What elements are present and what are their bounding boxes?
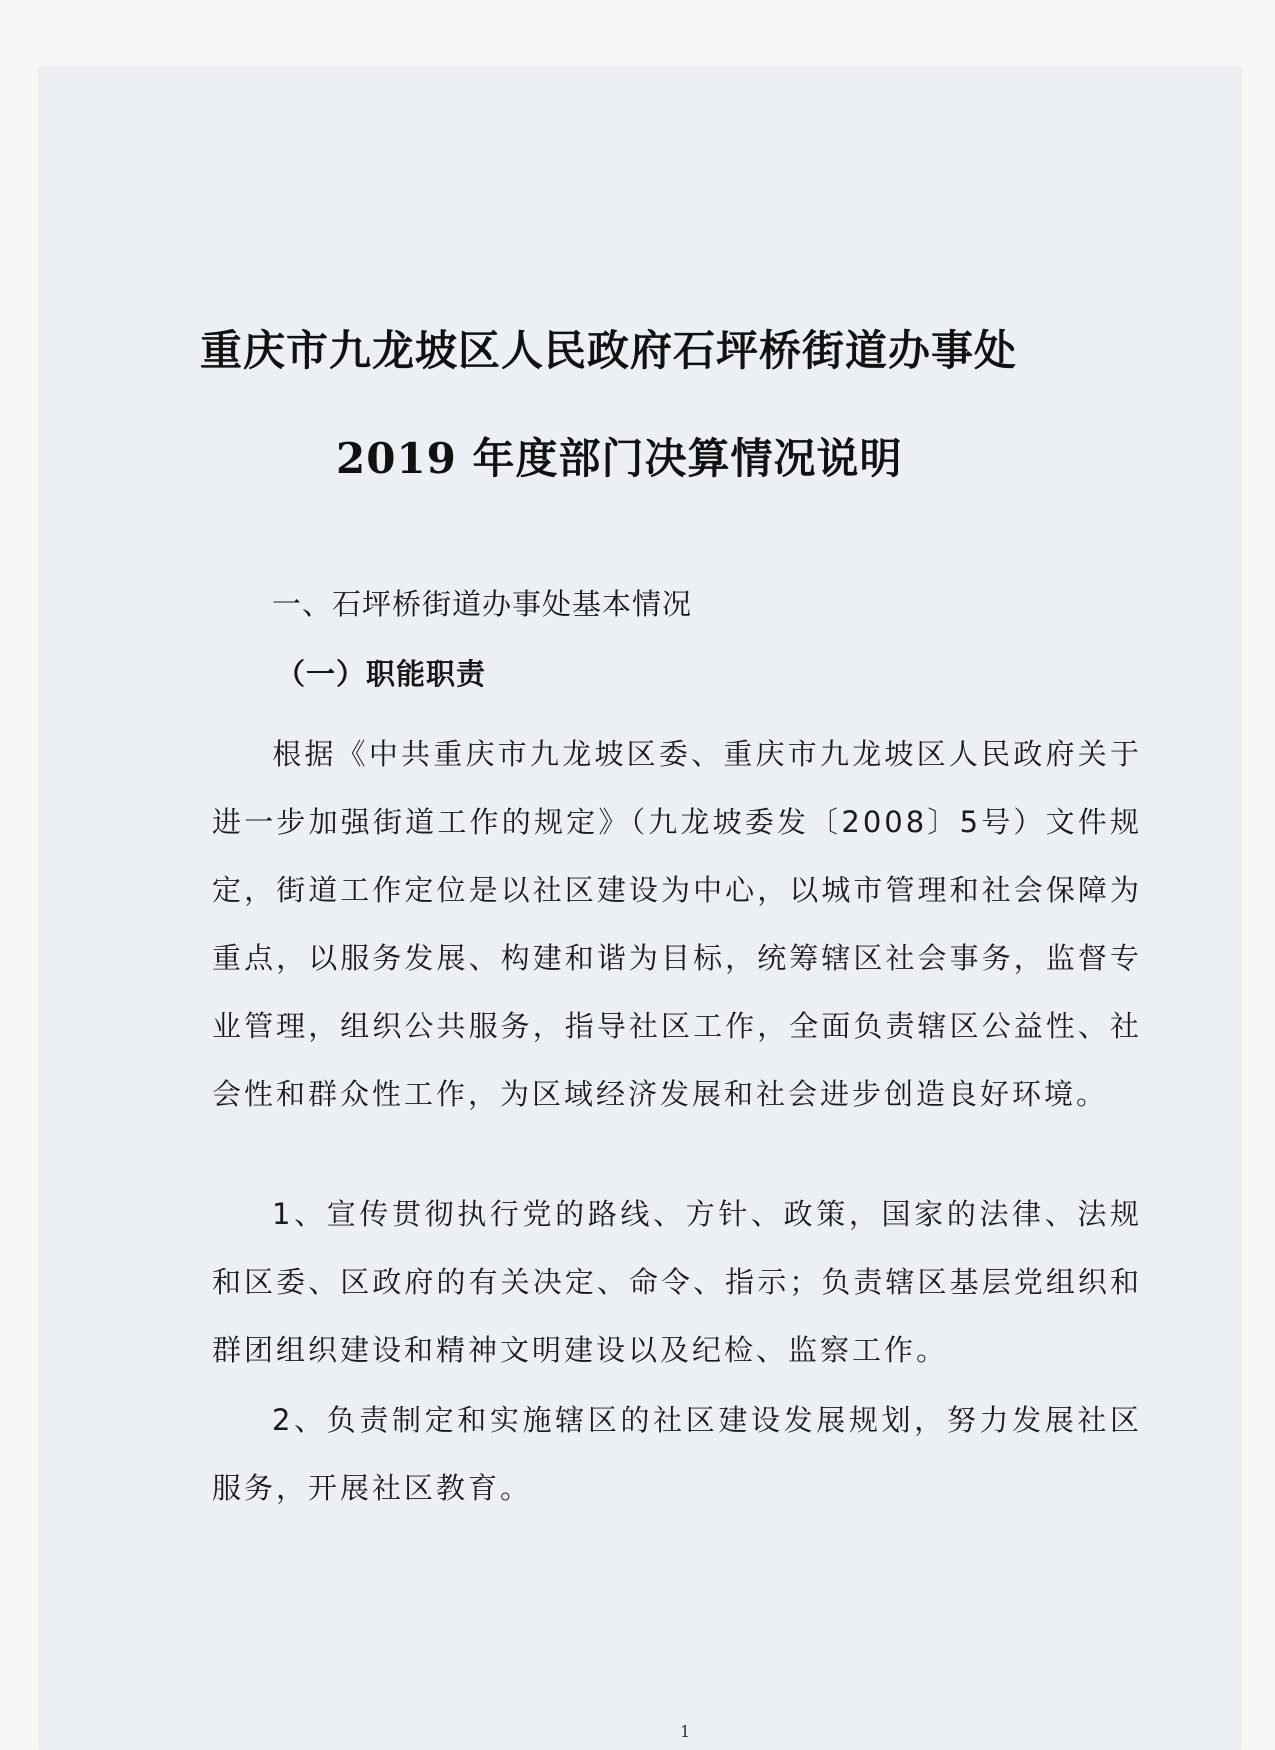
subsection-heading: （一）职能职责	[276, 657, 487, 691]
paragraph-3-text: 2、负责制定和实施辖区的社区建设发展规划，努力发展社区服务，开展社区教育。	[212, 1403, 1142, 1505]
paragraph-3	[212, 1386, 1142, 1522]
paragraph-1-text: 根据《中共重庆市九龙坡区委、重庆市九龙坡区人民政府关于进一步加强街道工作的规定》（九龙坡委发〔2008〕5号）文件规定，街道工作定位是以社区建设为中心，以城市管理和社会保障为重点，以服务发展、构建和谐为目标，统筹辖区社会事务，监督专业管理，组织公共服务，指导社区工作，全面负责辖区公益性、社会性和群众性工作，为区域经济发展和社会进步创造良好环境。	[212, 737, 1142, 1111]
paragraph-2-text: 1、宣传贯彻执行党的路线、方针、政策，国家的法律、法规和区委、区政府的有关决定、命令、指示；负责辖区基层党组织和群团组织建设和精神文明建设以及纪检、监察工作。	[212, 1197, 1142, 1367]
document-title-line1: 重庆市九龙坡区人民政府石坪桥街道办事处	[200, 326, 1018, 375]
paragraph-1	[212, 720, 1142, 1128]
paragraph-2	[212, 1180, 1142, 1384]
page-number: 1	[680, 1722, 691, 1741]
document-title-line2: 2019 年度部门决算情况说明	[336, 434, 903, 483]
section-heading: 一、石坪桥街道办事处基本情况	[272, 587, 693, 621]
